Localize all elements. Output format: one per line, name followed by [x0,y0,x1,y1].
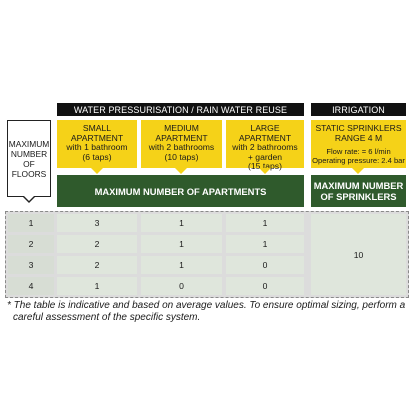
max-sprinklers-banner [311,175,406,207]
large-cell: 0 [226,256,304,274]
column-medium-pointer [175,168,187,174]
column-sprinklers-pointer [352,168,364,174]
medium-cell: 1 [141,214,222,232]
column-small-apartment [57,120,137,168]
column-medium-line3: (10 taps) [164,151,199,162]
max-floors-line1: MAXIMUM [8,138,50,149]
column-small-pointer [91,168,103,174]
column-small-line3: (6 taps) [82,151,112,162]
large-cell: 1 [226,214,304,232]
small-cell: 2 [57,235,137,253]
floor-cell: 1 [8,214,54,232]
floor-cell: 4 [8,277,54,295]
header-irrigation: IRRIGATION [311,103,406,116]
footnote-line2: careful assessment of the specific system. [13,311,201,323]
footnote-line1: * The table is indicative and based on average values. To ensure optimal sizing, perform a [7,300,406,311]
column-medium-line2: with 2 bathrooms [148,142,215,153]
sprinklers-pressure: Operating pressure: 2.4 bar [312,156,405,166]
small-cell: 2 [57,256,137,274]
large-cell: 1 [226,235,304,253]
medium-cell: 1 [141,256,222,274]
max-floors-label [7,120,51,197]
footnote [7,300,411,323]
column-small-line2: with 1 bathroom [66,142,128,153]
medium-cell: 1 [141,235,222,253]
column-medium-title: MEDIUM APARTMENT [155,123,208,143]
header-water-pressurisation: WATER PRESSURISATION / RAIN WATER REUSE [57,103,304,116]
max-apartments-banner: MAXIMUM NUMBER OF APARTMENTS [57,175,304,207]
column-large-title: LARGE APARTMENT [238,123,292,143]
sprinklers-title: STATIC SPRINKLERS [315,123,402,133]
max-floors-line3: OF FLOORS [11,158,47,179]
column-large-apartment [226,120,304,172]
sprinklers-range: RANGE 4 M [334,132,383,143]
column-large-pointer [259,168,271,174]
column-large-line3: + garden [247,151,283,162]
floor-cell: 2 [8,235,54,253]
max-sprinklers-line1: MAXIMUM NUMBER [313,180,404,191]
small-cell: 3 [57,214,137,232]
max-sprinklers-line2: OF SPRINKLERS [320,191,397,202]
column-medium-apartment [141,120,222,168]
sprinklers-value-cell: 10 [311,214,406,295]
max-floors-line2: NUMBER [10,148,48,159]
sprinklers-flow-rate: Flow rate: = 6 l/min [326,147,391,157]
small-cell: 1 [57,277,137,295]
large-cell: 0 [226,277,304,295]
column-large-line2: with 2 bathrooms [232,142,298,153]
column-large-line4: (15 taps) [248,161,282,172]
floor-cell: 3 [8,256,54,274]
medium-cell: 0 [141,277,222,295]
max-floors-pointer-fill [24,196,34,201]
column-small-title: SMALL APARTMENT [70,123,124,143]
column-static-sprinklers [311,120,406,168]
